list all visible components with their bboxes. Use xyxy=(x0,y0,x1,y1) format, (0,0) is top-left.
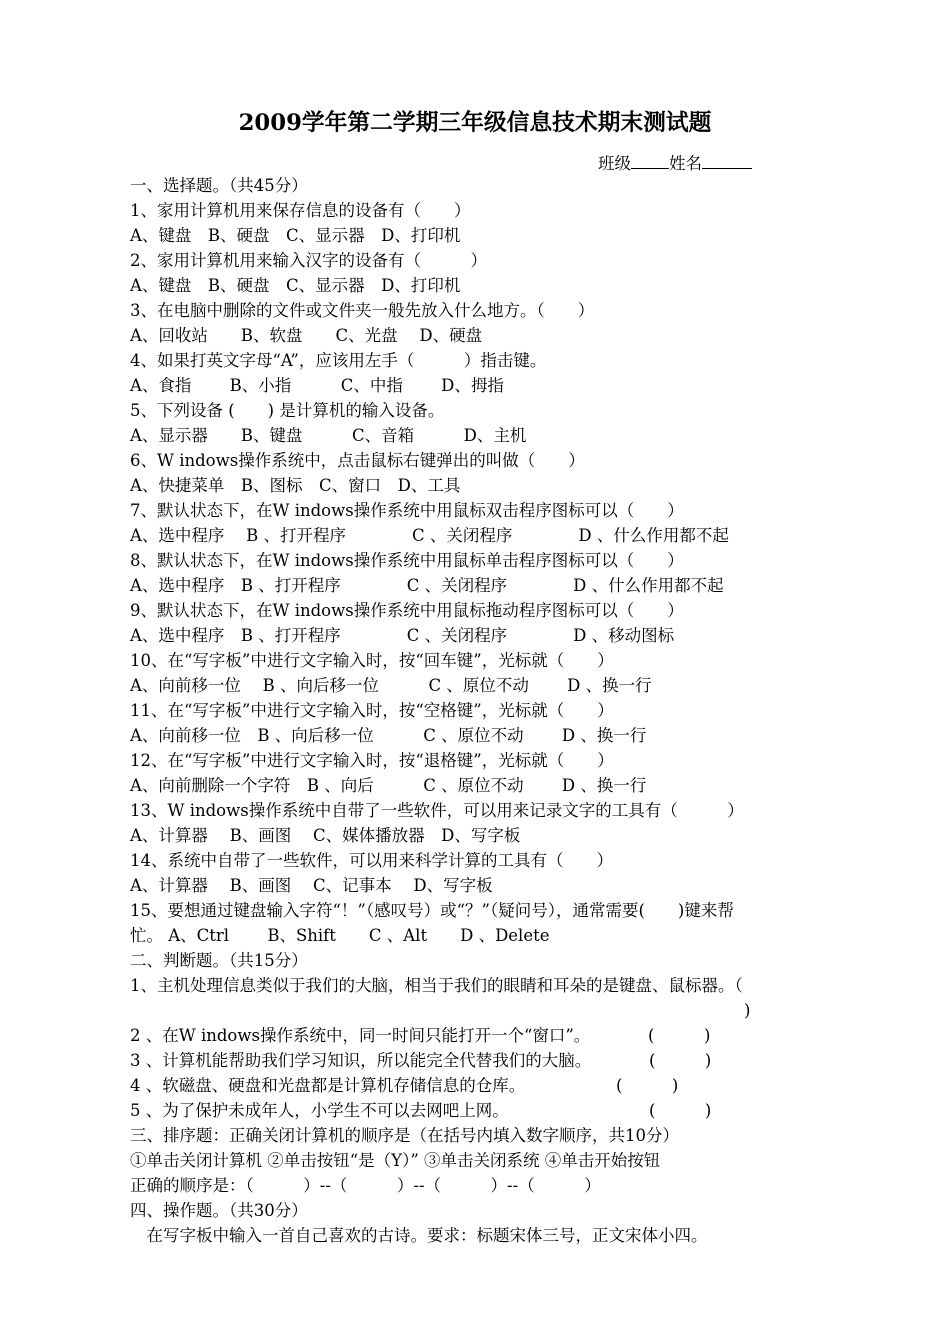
options: 忙。 A、Ctrl B、Shift C 、Alt D 、Delete xyxy=(130,926,550,945)
section-heading: 二、判断题。（共15分） xyxy=(130,951,308,970)
question: 2、家用计算机用来输入汉字的设备有（ ） xyxy=(130,251,487,270)
question: 11、在“写字板”中进行文字输入时，按“空格键”，光标就（ ） xyxy=(130,701,614,720)
judge-item: 2 、在W indows操作系统中，同一时间只能打开一个“窗口”。 ( ) xyxy=(130,1026,711,1045)
order-answer: 正确的顺序是：（ ）--（ ）--（ ）--（ ） xyxy=(130,1176,601,1195)
options: A、选中程序 B 、打开程序 C 、关闭程序 D 、什么作用都不起 xyxy=(130,526,729,545)
options: A、选中程序 B 、打开程序 C 、关闭程序 D 、什么作用都不起 xyxy=(130,576,724,595)
name-blank[interactable] xyxy=(702,150,752,169)
options: A、选中程序 B 、打开程序 C 、关闭程序 D 、移动图标 xyxy=(130,626,675,645)
options: A、向前移一位 B 、向后移一位 C 、原位不动 D 、换一行 xyxy=(130,676,652,695)
options: A、回收站 B、软盘 C、光盘 D、硬盘 xyxy=(130,326,483,345)
section-heading: 四、操作题。（共30分） xyxy=(130,1201,308,1220)
judge-item: 3 、计算机能帮助我们学习知识，所以能完全代替我们的大脑。 ( ) xyxy=(130,1051,712,1070)
order-steps: ①单击关闭计算机 ②单击按钮“是（Y）” ③单击关闭系统 ④单击开始按钮 xyxy=(130,1151,661,1170)
question: 9、默认状态下，在W indows操作系统中用鼠标拖动程序图标可以（ ） xyxy=(130,601,684,620)
options: A、显示器 B、键盘 C、音箱 D、主机 xyxy=(130,426,527,445)
operation-task: 在写字板中输入一首自己喜欢的古诗。要求：标题宋体三号，正文宋体小四。 xyxy=(130,1226,708,1245)
judge-item-bracket: ) xyxy=(744,1001,751,1020)
options: A、向前删除一个字符 B 、向后 C 、原位不动 D 、换一行 xyxy=(130,776,647,795)
question: 4、如果打英文字母“A”，应该用左手（ ）指击键。 xyxy=(130,351,547,370)
options: A、食指 B、小指 C、中指 D、拇指 xyxy=(130,376,504,395)
judge-item: 4 、软磁盘、硬盘和光盘都是计算机存储信息的仓库。 ( ) xyxy=(130,1076,679,1095)
question: 12、在“写字板”中进行文字输入时，按“退格键”，光标就（ ） xyxy=(130,751,614,770)
question: 13、W indows操作系统中自带了一些软件，可以用来记录文字的工具有（ ） xyxy=(130,801,744,820)
class-blank[interactable] xyxy=(631,150,669,169)
options: A、快捷菜单 B、图标 C、窗口 D、工具 xyxy=(130,476,461,495)
options: A、键盘 B、硬盘 C、显示器 D、打印机 xyxy=(130,276,461,295)
options: A、键盘 B、硬盘 C、显示器 D、打印机 xyxy=(130,226,461,245)
question: 3、在电脑中删除的文件或文件夹一般先放入什么地方。（ ） xyxy=(130,301,595,320)
section-heading: 三、排序题：正确关闭计算机的顺序是（在括号内填入数字顺序，共10分） xyxy=(130,1126,679,1145)
question: 14、系统中自带了一些软件，可以用来科学计算的工具有（ ） xyxy=(130,851,613,870)
section-heading: 一、选择题。（共45分） xyxy=(130,176,308,195)
question: 1、家用计算机用来保存信息的设备有（ ） xyxy=(130,201,471,220)
options: A、计算器 B、画图 C、记事本 D、写字板 xyxy=(130,876,493,895)
class-name-line xyxy=(598,150,752,176)
question: 10、在“写字板”中进行文字输入时，按“回车键”，光标就（ ） xyxy=(130,651,614,670)
question: 5、下列设备 ( ) 是计算机的输入设备。 xyxy=(130,401,445,420)
page-title: 2009学年第二学期三年级信息技术期末测试题 xyxy=(238,110,712,136)
options: A、向前移一位 B 、向后移一位 C 、原位不动 D 、换一行 xyxy=(130,726,647,745)
judge-item: 5 、为了保护未成年人，小学生不可以去网吧上网。 ( ) xyxy=(130,1101,712,1120)
question: 15、要想通过键盘输入字符“！”（感叹号）或“？”（疑问号），通常需要( )键来帮 xyxy=(130,901,734,920)
name-label: 姓名 xyxy=(669,154,702,173)
question: 8、默认状态下，在W indows操作系统中用鼠标单击程序图标可以（ ） xyxy=(130,551,684,570)
options: A、计算器 B、画图 C、媒体播放器 D、写字板 xyxy=(130,826,521,845)
question: 6、W indows操作系统中，点击鼠标右键弹出的叫做（ ） xyxy=(130,451,585,470)
judge-item: 1、主机处理信息类似于我们的大脑，相当于我们的眼睛和耳朵的是键盘、鼠标器。（ xyxy=(130,976,743,995)
class-label: 班级 xyxy=(598,154,631,173)
question: 7、默认状态下，在W indows操作系统中用鼠标双击程序图标可以（ ） xyxy=(130,501,684,520)
